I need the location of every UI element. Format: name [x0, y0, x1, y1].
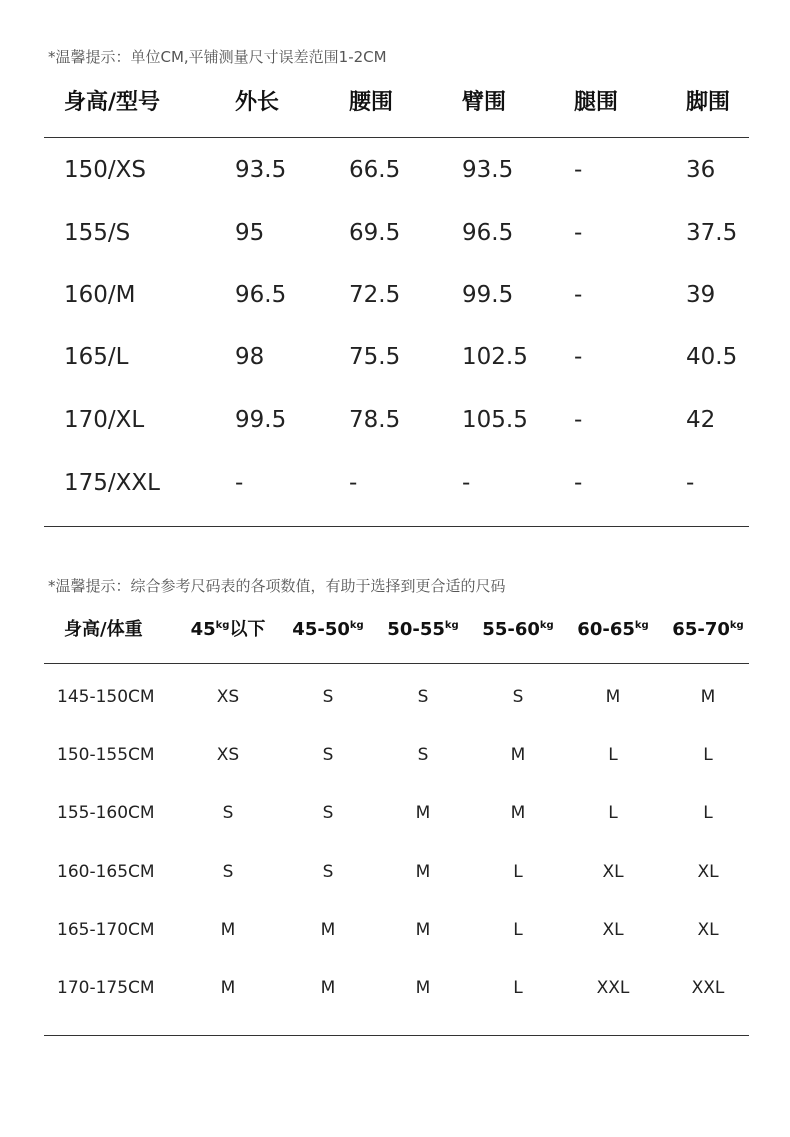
table-cell: XS [216, 745, 240, 765]
table-bottom-divider [44, 1035, 749, 1036]
header-foot: 脚围 [686, 90, 731, 115]
header-leg: 腿围 [574, 90, 619, 115]
table-cell: 165/L [64, 344, 129, 370]
table-cell: 96.5 [235, 282, 287, 308]
table-cell: 165-170CM [57, 920, 155, 940]
table-cell: - [574, 344, 583, 370]
table-cell: 96.5 [462, 220, 514, 246]
table-cell: - [686, 470, 695, 496]
table-cell: XL [697, 920, 719, 940]
table-cell: S [222, 803, 234, 823]
header-weight-60-65: $60-65^{kg}$ [577, 619, 649, 640]
table-cell: 105.5 [462, 407, 528, 433]
table-cell: - [574, 220, 583, 246]
table-cell: L [513, 978, 523, 998]
table-cell: - [349, 470, 358, 496]
header-waist: 腰围 [349, 90, 394, 115]
header-height-size: 身高/型号 [64, 90, 161, 115]
table-cell: 95 [235, 220, 265, 246]
table-cell: M [510, 803, 526, 823]
header-weight-50-55: $50-55^{kg}$ [387, 619, 459, 640]
header-outer-length: 外长 [235, 90, 280, 115]
table-cell: XL [602, 920, 624, 940]
table-cell: - [574, 157, 583, 183]
table-cell: 150/XS [64, 157, 147, 183]
header-weight-55-60: $55-60^{kg}$ [482, 619, 554, 640]
table-cell: S [222, 862, 234, 882]
table-cell: M [415, 920, 431, 940]
table-cell: 99.5 [462, 282, 514, 308]
table-cell: 75.5 [349, 344, 401, 370]
table-cell: L [608, 803, 618, 823]
table-cell: - [574, 282, 583, 308]
table-cell: 98 [235, 344, 265, 370]
table-cell: 93.5 [235, 157, 287, 183]
table-cell: S [322, 687, 334, 707]
table-bottom-divider [44, 526, 749, 527]
header-weight-45-below: $45^{kg}$以下 [190, 619, 266, 640]
table-cell: S [512, 687, 524, 707]
header-height-weight: 身高/体重 [64, 619, 143, 640]
table-cell: L [703, 745, 713, 765]
table-cell: S [322, 862, 334, 882]
table-cell: 175/XXL [64, 470, 160, 496]
table-cell: - [462, 470, 471, 496]
table-cell: 40.5 [686, 344, 738, 370]
table-cell: 72.5 [349, 282, 401, 308]
header-divider [44, 137, 749, 138]
table-cell: L [513, 862, 523, 882]
table-cell: XXL [691, 978, 725, 998]
table-cell: XL [602, 862, 624, 882]
table-cell: S [417, 745, 429, 765]
table-cell: S [322, 803, 334, 823]
table-cell: M [220, 920, 236, 940]
table-cell: 69.5 [349, 220, 401, 246]
table-cell: XL [697, 862, 719, 882]
table-cell: M [220, 978, 236, 998]
table-cell: L [513, 920, 523, 940]
header-arm: 臂围 [462, 90, 507, 115]
table-cell: - [235, 470, 244, 496]
table-cell: 99.5 [235, 407, 287, 433]
table-cell: 37.5 [686, 220, 738, 246]
table-cell: S [322, 745, 334, 765]
table-cell: - [574, 470, 583, 496]
header-weight-45-50: $45-50^{kg}$ [292, 619, 364, 640]
table-cell: 42 [686, 407, 716, 433]
header-divider [44, 663, 749, 664]
table-cell: 170-175CM [57, 978, 155, 998]
table-cell: XXL [596, 978, 630, 998]
table-cell: M [510, 745, 526, 765]
table-cell: 170/XL [64, 407, 145, 433]
table-cell: L [608, 745, 618, 765]
table-cell: M [415, 803, 431, 823]
table-cell: 150-155CM [57, 745, 155, 765]
table-cell: XS [216, 687, 240, 707]
table-cell: L [703, 803, 713, 823]
table-cell: M [700, 687, 716, 707]
header-weight-65-70: $65-70^{kg}$ [672, 619, 744, 640]
table-cell: - [574, 407, 583, 433]
table-cell: 155-160CM [57, 803, 155, 823]
table-cell: M [605, 687, 621, 707]
table-cell: M [415, 862, 431, 882]
table-cell: 160-165CM [57, 862, 155, 882]
table-cell: 160/M [64, 282, 136, 308]
table-cell: M [415, 978, 431, 998]
table-cell: S [417, 687, 429, 707]
table-cell: 36 [686, 157, 716, 183]
table-cell: M [320, 978, 336, 998]
table-cell: 78.5 [349, 407, 401, 433]
table-cell: 102.5 [462, 344, 528, 370]
table-cell: 66.5 [349, 157, 401, 183]
table-cell: M [320, 920, 336, 940]
size-note-measurement: *温馨提示：单位CM,平铺测量尺寸误差范围1-2CM [48, 48, 387, 66]
table-cell: 39 [686, 282, 716, 308]
table-cell: 93.5 [462, 157, 514, 183]
table-cell: 145-150CM [57, 687, 155, 707]
table-cell: 155/S [64, 220, 131, 246]
size-note-recommendation: *温馨提示：综合参考尺码表的各项数值，有助于选择到更合适的尺码 [48, 577, 506, 595]
